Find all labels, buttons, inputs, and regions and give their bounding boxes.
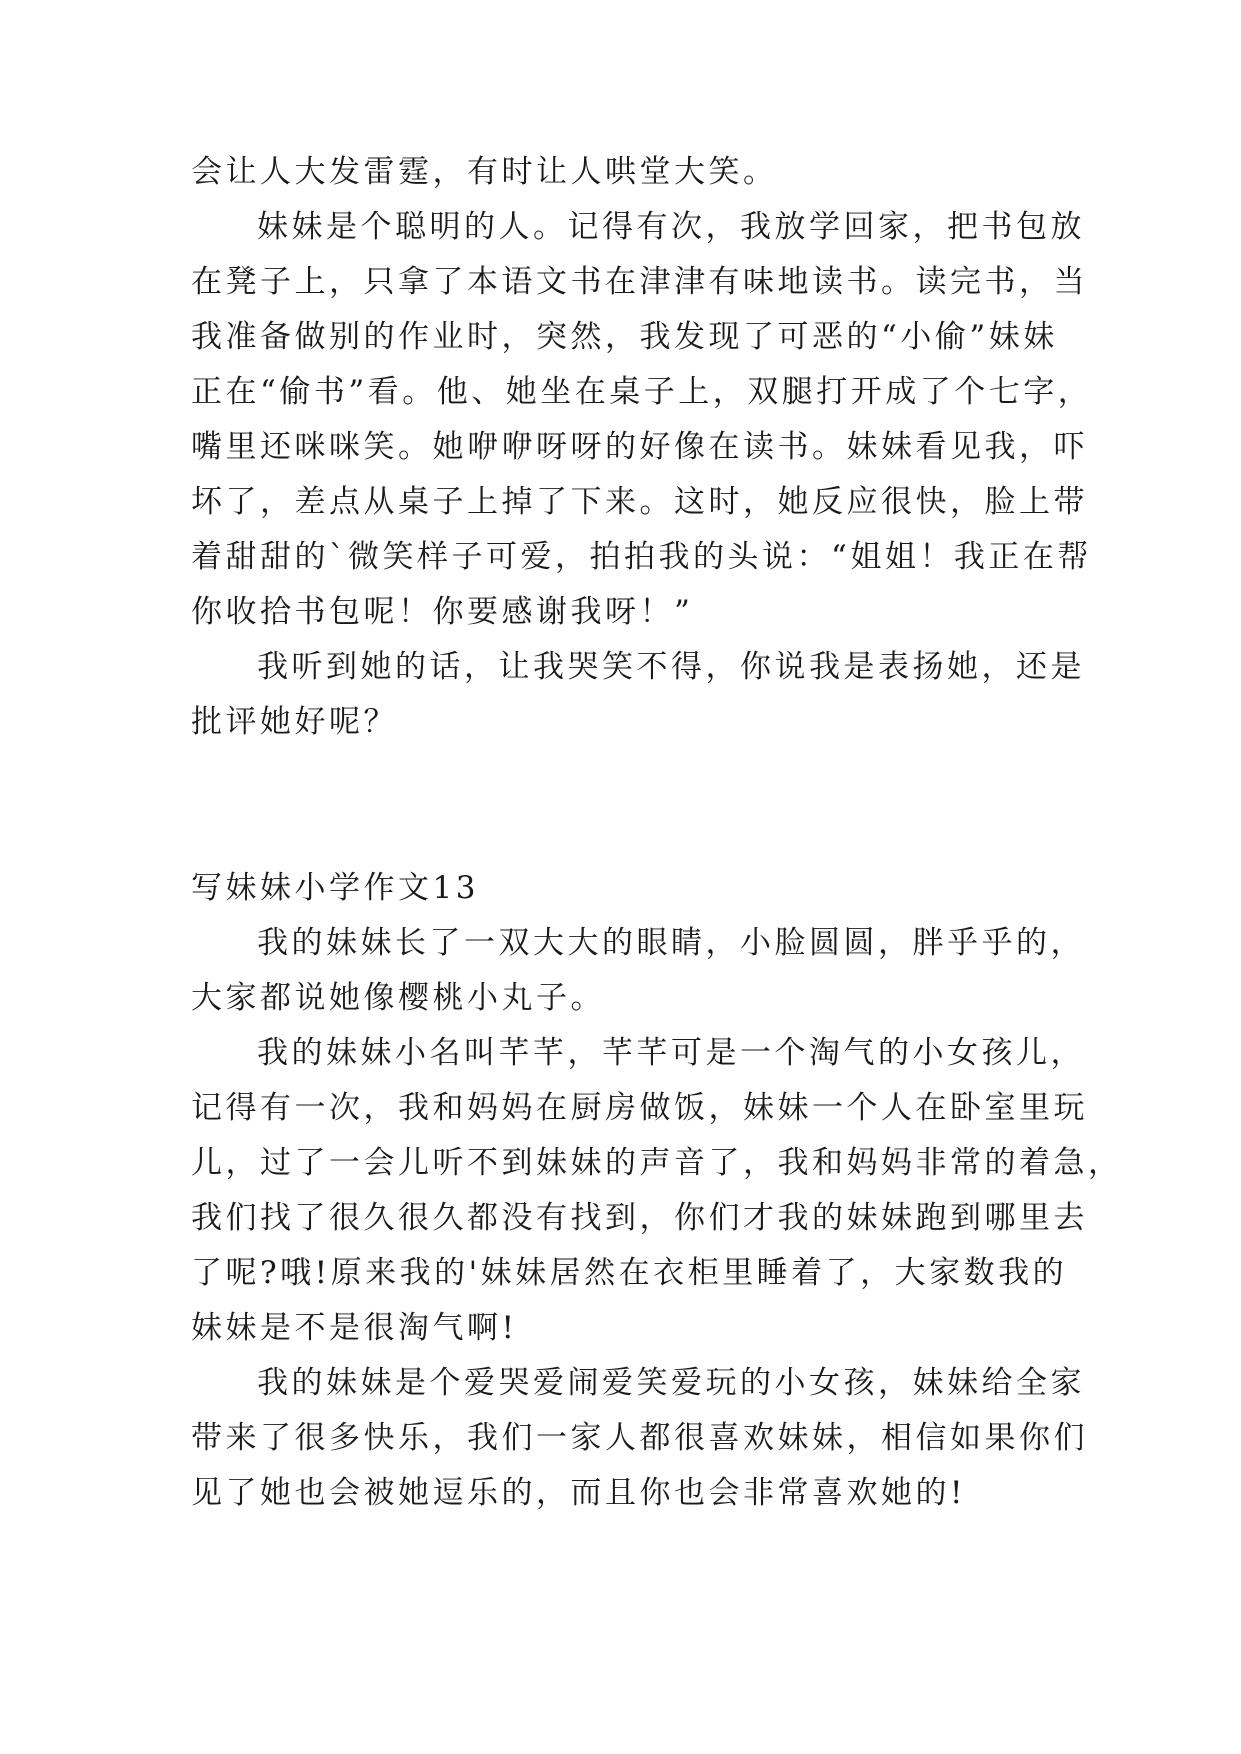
- paragraph-line: 见了她也会被她逗乐的，而且你也会非常喜欢她的!: [191, 1475, 966, 1511]
- paragraph-line: 坏了，差点从桌子上掉了下来。这时，她反应很快，脸上带: [191, 484, 1088, 520]
- paragraph-line: 妹妹是个聪明的人。记得有次，我放学回家，把书包放: [257, 209, 1085, 245]
- paragraph-line: 我的妹妹长了一双大大的眼睛，小脸圆圆，胖乎乎的，: [257, 925, 1085, 961]
- paragraph-line: 批评她好呢？: [191, 704, 398, 740]
- paragraph-line: 了呢?哦!原来我的'妹妹居然在衣柜里睡着了，大家数我的: [191, 1255, 1068, 1291]
- paragraph-line: 大家都说她像樱桃小丸子。: [191, 980, 605, 1016]
- paragraph-line: 嘴里还咪咪笑。她咿咿呀呀的好像在读书。妹妹看见我，吓: [191, 429, 1088, 465]
- essay-title: 写妹妹小学作文13: [191, 870, 479, 906]
- paragraph-line: 带来了很多快乐，我们一家人都很喜欢妹妹，相信如果你们: [191, 1420, 1088, 1456]
- paragraph-line: 我们找了很久很久都没有找到，你们才我的妹妹跑到哪里去: [191, 1200, 1088, 1236]
- paragraph-line: 我听到她的话，让我哭笑不得，你说我是表扬她，还是: [257, 649, 1085, 685]
- paragraph-line: 记得有一次，我和妈妈在厨房做饭，妹妹一个人在卧室里玩: [191, 1090, 1088, 1126]
- paragraph-line: 你收拾书包呢！你要感谢我呀！”: [191, 594, 694, 630]
- paragraph-line: 我的妹妹小名叫芊芊，芊芊可是一个淘气的小女孩儿，: [257, 1035, 1085, 1071]
- paragraph-line: 儿，过了一会儿听不到妹妹的声音了，我和妈妈非常的着急，: [191, 1145, 1123, 1181]
- paragraph-line: 正在“偷书”看。他、她坐在桌子上，双腿打开成了个七字，: [191, 374, 1093, 410]
- paragraph-line: 着甜甜的`微笑样子可爱，拍拍我的头说：“姐姐！我正在帮: [191, 539, 1092, 575]
- paragraph-line: 我准备做别的作业时，突然，我发现了可恶的“小偷”妹妹: [191, 319, 1058, 355]
- paragraph-line: 妹妹是不是很淘气啊!: [191, 1310, 518, 1346]
- paragraph-line: 会让人大发雷霆，有时让人哄堂大笑。: [191, 154, 778, 190]
- paragraph-line: 我的妹妹是个爱哭爱闹爱笑爱玩的小女孩，妹妹给全家: [257, 1365, 1085, 1401]
- paragraph-line: 在凳子上，只拿了本语文书在津津有味地读书。读完书，当: [191, 264, 1088, 300]
